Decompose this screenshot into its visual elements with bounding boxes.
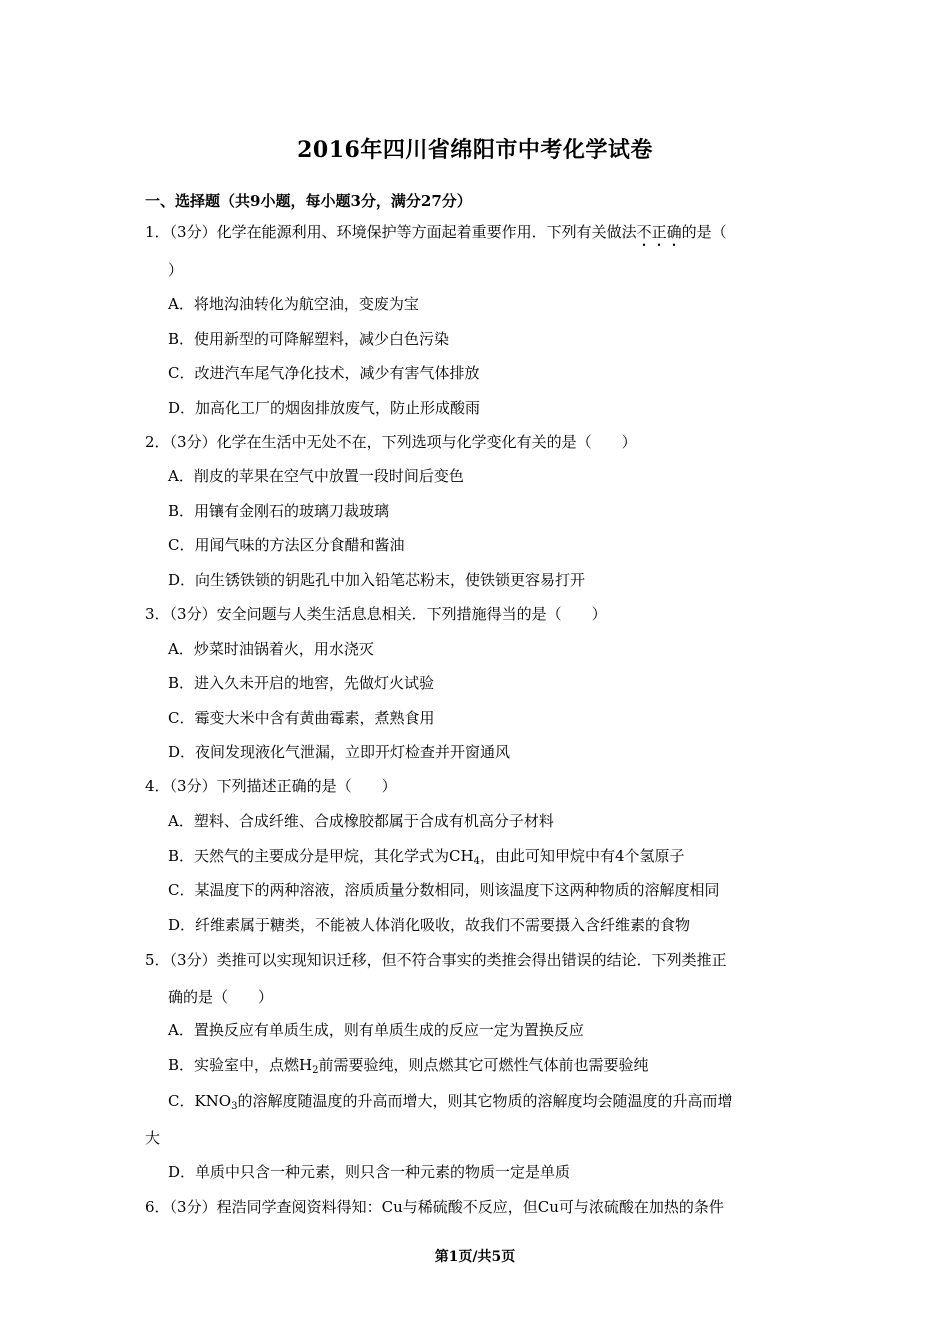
question-3-stem: 3．（3分）安全问题与人类生活息息相关．下列措施得当的是（ ） [145,605,607,623]
question-4-option-b-text: B．天然气的主要成分是甲烷，其化学式为CH [168,847,474,865]
question-4-stem: 4．（3分）下列描述正确的是（ ） [145,777,397,795]
question-1-stem-tail: 的是（ [681,223,727,241]
subscript: 3 [231,1101,238,1112]
question-5-option-d: D．单质中只含一种元素，则只含一种元素的物质一定是单质 [168,1163,571,1181]
question-5-option-c-tail: 的溶解度随温度的升高而增大，则其它物质的溶解度均会随温度的升高而增 [237,1092,733,1110]
question-3-option-a: A．炒菜时油锅着火，用水浇灭 [168,640,374,658]
question-1-stem [145,222,727,250]
question-2-option-d: D．向生锈铁锁的钥匙孔中加入铅笔芯粉末，使铁锁更容易打开 [168,571,586,589]
question-5-option-c-wrap: 大 [145,1129,161,1147]
question-5-option-c [168,1091,733,1111]
question-5-option-a: A．置换反应有单质生成，则有单质生成的反应一定为置换反应 [168,1021,584,1039]
question-1-option-a: A．将地沟油转化为航空油，变废为宝 [168,295,419,313]
question-2-option-a: A．削皮的苹果在空气中放置一段时间后变色 [168,467,464,485]
question-1-stem-text: 1．（3分）化学在能源利用、环境保护等方面起着重要作用．下列有关做法 [145,223,637,241]
question-3-option-b: B．进入久未开启的地窖，先做灯火试验 [168,674,435,692]
question-2-option-b: B．用镶有金刚石的玻璃刀裁玻璃 [168,502,390,520]
question-1-option-c: C．改进汽车尾气净化技术，减少有害气体排放 [168,364,480,382]
question-4-option-b-tail: ，由此可知甲烷中有4个氢原子 [479,847,685,865]
question-3-option-d: D．夜间发现液化气泄漏，立即开灯检查并开窗通风 [168,743,511,761]
page-footer: 第1页/共5页 [434,1249,516,1265]
section-heading: 一、选择题（共9小题，每小题3分，满分27分） [145,192,472,210]
question-1-stem-cont: ） [168,261,184,279]
question-5-option-b-text: B．实验室中，点燃H [168,1056,313,1074]
question-5-stem: 5．（3分）类推可以实现知识迁移，但不符合事实的类推会得出错误的结论．下列类推正 [145,951,727,969]
question-3-option-c: C．霉变大米中含有黄曲霉素，煮熟食用 [168,709,435,727]
subscript: 4 [473,856,480,867]
question-4-option-b [168,846,685,866]
question-4-option-d: D．纤维素属于糖类，不能被人体消化吸收，故我们不需要摄入含纤维素的食物 [168,916,691,934]
question-6-stem: 6．（3分）程浩同学查阅资料得知：Cu与稀硫酸不反应，但Cu可与浓硫酸在加热的条件 [145,1198,724,1216]
question-4-option-a: A．塑料、合成纤维、合成橡胶都属于合成有机高分子材料 [168,812,554,830]
question-2-option-c: C．用闻气味的方法区分食醋和酱油 [168,536,405,554]
question-5-stem-cont: 确的是（ ） [168,988,274,1006]
question-5-option-c-text: C．KNO [168,1092,232,1110]
question-4-option-c: C．某温度下的两种溶液，溶质质量分数相同，则该温度下这两种物质的溶解度相同 [168,881,720,899]
question-2-stem: 2．（3分）化学在生活中无处不在，下列选项与化学变化有关的是（ ） [145,433,637,451]
question-1-option-d: D．加高化工厂的烟囱排放废气，防止形成酸雨 [168,399,481,417]
question-1-emphasis: 不正确 [636,223,682,241]
question-5-option-b [168,1055,649,1075]
subscript: 2 [312,1065,319,1076]
question-5-option-b-tail: 前需要验纯，则点燃其它可燃性气体前也需要验纯 [318,1056,649,1074]
page-title: 2016年四川省绵阳市中考化学试卷 [297,137,653,163]
question-1-option-b: B．使用新型的可降解塑料，减少白色污染 [168,330,450,348]
